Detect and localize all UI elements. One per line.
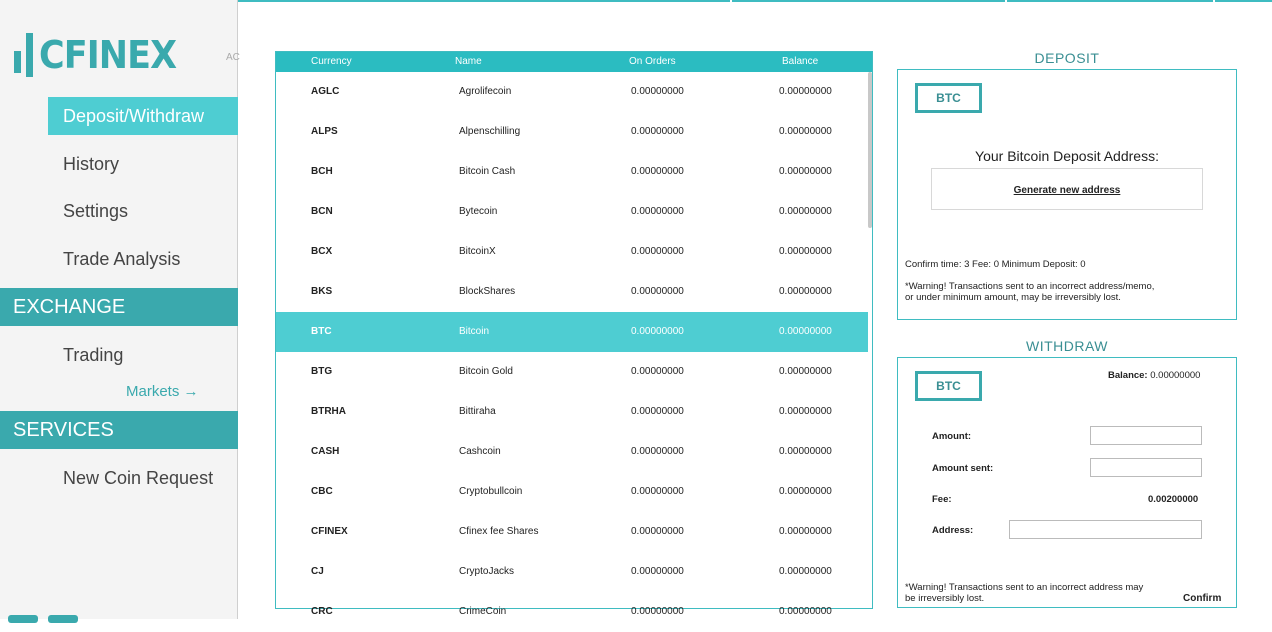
cell-name: BitcoinX — [459, 246, 496, 257]
col-header-on-orders[interactable]: On Orders — [629, 56, 676, 67]
cell-name: Alpenschilling — [459, 126, 521, 137]
col-header-currency[interactable]: Currency — [311, 56, 352, 67]
cell-on-orders: 0.00000000 — [631, 566, 684, 577]
cell-name: Bittiraha — [459, 406, 496, 417]
address-label: Address: — [932, 525, 974, 536]
amount-sent-input[interactable] — [1090, 458, 1202, 477]
table-row[interactable] — [276, 312, 868, 352]
logo-mark-short — [14, 51, 21, 73]
sidebar-item-settings[interactable]: Settings — [63, 201, 129, 221]
cell-name: Bytecoin — [459, 206, 498, 217]
cell-on-orders: 0.00000000 — [631, 446, 684, 457]
deposit-info: Confirm time: 3 Fee: 0 Minimum Deposit: 0 — [905, 259, 1086, 270]
table-header — [276, 52, 872, 72]
fee-value: 0.00200000 — [1148, 494, 1199, 505]
logo-mark-tall — [26, 33, 33, 77]
withdraw-title: WITHDRAW — [1025, 338, 1109, 354]
cell-name: Cfinex fee Shares — [459, 526, 539, 537]
cell-balance: 0.00000000 — [779, 326, 832, 337]
sidebar-item-new-coin-request[interactable]: New Coin Request — [63, 468, 214, 488]
table-row[interactable] — [276, 472, 868, 512]
cell-on-orders: 0.00000000 — [631, 326, 684, 337]
amount-input[interactable] — [1090, 426, 1202, 445]
cell-currency: BCH — [311, 166, 333, 177]
cell-balance: 0.00000000 — [779, 566, 832, 577]
cell-on-orders: 0.00000000 — [631, 406, 684, 417]
cell-name: Bitcoin Cash — [459, 166, 516, 177]
cell-balance: 0.00000000 — [779, 366, 832, 377]
section-exchange: EXCHANGE — [0, 288, 238, 326]
cell-balance: 0.00000000 — [779, 286, 832, 297]
cell-currency: CJ — [311, 566, 324, 577]
table-row[interactable] — [276, 112, 868, 152]
currency-table — [275, 51, 873, 617]
table-row[interactable] — [276, 232, 868, 272]
cell-name: CrimeCoin — [459, 606, 507, 617]
cell-currency: ALPS — [311, 126, 338, 137]
cell-currency: CFINEX — [311, 526, 348, 537]
sidebar-item-trading[interactable]: Trading — [63, 345, 124, 365]
cell-name: Agrolifecoin — [459, 86, 512, 97]
cell-on-orders: 0.00000000 — [631, 206, 684, 217]
cell-on-orders: 0.00000000 — [631, 286, 684, 297]
cell-name: BlockShares — [459, 286, 516, 297]
cell-currency: AGLC — [311, 86, 340, 97]
cell-balance: 0.00000000 — [779, 206, 832, 217]
withdraw-balance-label: Balance: — [1108, 370, 1148, 381]
cell-name: CryptoJacks — [459, 566, 515, 577]
withdraw-warning: *Warning! Transactions sent to an incorrect address may be irreversibly lost. — [905, 582, 1144, 604]
table-row[interactable] — [276, 352, 868, 392]
cell-currency: CRC — [311, 606, 333, 617]
brand-name: CFINEX — [39, 33, 177, 77]
deposit-warning: *Warning! Transactions sent to an incorrect address/memo, or under minimum amount, may be irreversibly lost. — [905, 281, 1155, 303]
cell-currency: BCN — [311, 206, 333, 217]
confirm-button[interactable]: Confirm — [1183, 593, 1222, 604]
cell-balance: 0.00000000 — [779, 166, 832, 177]
cell-currency: CBC — [311, 486, 333, 497]
cell-on-orders: 0.00000000 — [631, 126, 684, 137]
cell-currency: BTC — [311, 326, 332, 337]
markets-link[interactable]: Markets → — [126, 383, 199, 400]
table-scrollbar[interactable] — [868, 72, 872, 228]
table-row[interactable] — [276, 272, 868, 312]
generate-address-link[interactable]: Generate new address — [1013, 185, 1121, 196]
deposit-panel — [897, 69, 1237, 320]
cell-on-orders: 0.00000000 — [631, 526, 684, 537]
fee-label: Fee: — [932, 494, 952, 505]
table-row[interactable] — [276, 512, 868, 552]
cell-currency: BKS — [311, 286, 333, 297]
brand-tail-text: AC — [226, 52, 240, 63]
cell-currency: CASH — [311, 446, 340, 457]
table-row[interactable] — [276, 152, 868, 192]
deposit-coin-tag: BTC — [915, 83, 982, 113]
cell-balance: 0.00000000 — [779, 126, 832, 137]
cell-balance: 0.00000000 — [779, 446, 832, 457]
table-row[interactable] — [276, 192, 868, 232]
cell-balance: 0.00000000 — [779, 86, 832, 97]
table-row[interactable] — [276, 592, 868, 632]
sidebar-item-deposit-withdraw[interactable]: Deposit/Withdraw — [48, 97, 238, 135]
address-input[interactable] — [1009, 520, 1202, 539]
cell-balance: 0.00000000 — [779, 406, 832, 417]
amount-sent-label: Amount sent: — [932, 463, 994, 474]
cell-on-orders: 0.00000000 — [631, 246, 684, 257]
cell-on-orders: 0.00000000 — [631, 486, 684, 497]
cell-on-orders: 0.00000000 — [631, 86, 684, 97]
cell-on-orders: 0.00000000 — [631, 166, 684, 177]
cell-name: Bitcoin Gold — [459, 366, 513, 377]
sidebar — [0, 0, 238, 619]
cell-balance: 0.00000000 — [779, 606, 832, 617]
section-services: SERVICES — [0, 411, 238, 449]
cell-name: Cashcoin — [459, 446, 501, 457]
footer-button[interactable] — [8, 615, 38, 623]
table-row[interactable] — [276, 432, 868, 472]
deposit-title: DEPOSIT — [1034, 50, 1100, 66]
deposit-address-box — [931, 168, 1203, 210]
cell-name: Bitcoin — [459, 326, 490, 337]
cell-currency: BCX — [311, 246, 333, 257]
cell-currency: BTG — [311, 366, 333, 377]
withdraw-balance — [1108, 370, 1200, 381]
table-row[interactable] — [276, 72, 868, 112]
table-row[interactable] — [276, 552, 868, 592]
cell-name: Cryptobullcoin — [459, 486, 523, 497]
table-row[interactable] — [276, 392, 868, 432]
withdraw-coin-tag: BTC — [915, 371, 982, 401]
cell-currency: BTRHA — [311, 406, 346, 417]
cell-on-orders: 0.00000000 — [631, 606, 684, 617]
deposit-address-title: Your Bitcoin Deposit Address: — [975, 148, 1159, 164]
withdraw-balance-value: 0.00000000 — [1150, 370, 1201, 381]
col-header-name[interactable]: Name — [455, 56, 482, 67]
cell-on-orders: 0.00000000 — [631, 366, 684, 377]
sidebar-item-trade-analysis[interactable]: Trade Analysis — [63, 249, 181, 269]
cell-balance: 0.00000000 — [779, 246, 832, 257]
table-body — [276, 72, 868, 632]
col-header-balance[interactable]: Balance — [782, 56, 819, 67]
sidebar-item-history[interactable]: History — [63, 154, 120, 174]
cell-balance: 0.00000000 — [779, 486, 832, 497]
footer-button[interactable] — [48, 615, 78, 623]
amount-label: Amount: — [932, 431, 972, 442]
withdraw-panel — [897, 357, 1237, 608]
brand-logo[interactable] — [14, 32, 188, 78]
cell-balance: 0.00000000 — [779, 526, 832, 537]
